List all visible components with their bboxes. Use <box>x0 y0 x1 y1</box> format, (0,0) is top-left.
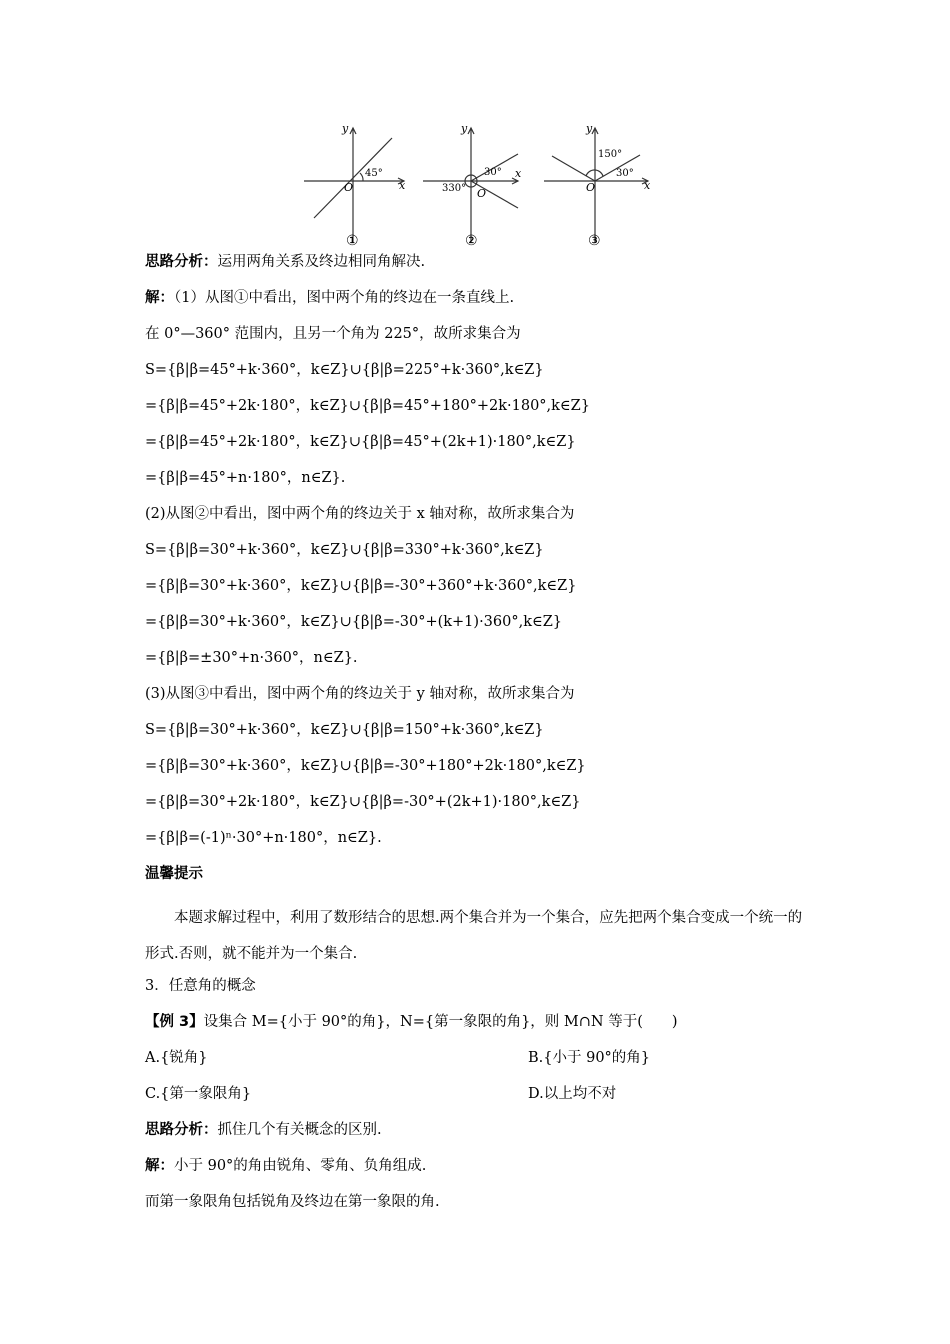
option-a: A.{锐角} <box>145 1050 208 1066</box>
solution-line-14: ={β|β=30°+k·360°，k∈Z}∪{β|β=-30°+180°+2k·180°,k∈Z} <box>145 758 586 774</box>
solution-line-3: S={β|β=45°+k·360°，k∈Z}∪{β|β=225°+k·360°,k∈Z} <box>145 362 544 378</box>
solution-line-10: ={β|β=30°+k·360°，k∈Z}∪{β|β=-30°+(k+1)·360°,k∈Z} <box>145 614 563 630</box>
fig2-y-label: y <box>461 122 468 135</box>
solution-line-16: ={β|β=(-1)ⁿ·30°+n·180°，n∈Z}. <box>145 830 382 846</box>
solution-2-label: 解： <box>145 1158 174 1174</box>
solution-line-4: ={β|β=45°+2k·180°，k∈Z}∪{β|β=45°+180°+2k·180°,k∈Z} <box>145 398 590 414</box>
solution-line-15: ={β|β=30°+2k·180°，k∈Z}∪{β|β=-30°+(2k+1)·180°,k∈Z} <box>145 794 581 810</box>
solution-line-5: ={β|β=45°+2k·180°，k∈Z}∪{β|β=45°+(2k+1)·180°,k∈Z} <box>145 434 576 450</box>
fig3-number: ③ <box>588 233 601 249</box>
example-3-text: 设集合 M={小于 90°的角}，N={第一象限的角}，则 M∩N 等于( ) <box>203 1014 678 1030</box>
analysis-2-label: 思路分析： <box>145 1122 218 1138</box>
solution-line-8: S={β|β=30°+k·360°，k∈Z}∪{β|β=330°+k·360°,k∈Z} <box>145 542 544 558</box>
solution-2-text-1: 小于 90°的角由锐角、零角、负角组成. <box>174 1158 427 1174</box>
analysis-1-text: 运用两角关系及终边相同角解决. <box>217 254 426 270</box>
fig2-angle-330-label: 330° <box>442 183 467 194</box>
figure-2 <box>423 128 518 243</box>
angle-figures <box>296 118 666 250</box>
fig3-x-label: x <box>644 179 651 192</box>
fig2-number: ② <box>465 233 478 249</box>
solution-2-line-1 <box>145 1156 426 1176</box>
fig1-number: ① <box>346 233 359 249</box>
fig2-origin-label: O <box>477 187 487 200</box>
fig1-angle-label: 45° <box>365 168 383 179</box>
example-3 <box>145 1012 678 1032</box>
solution-line-7: (2)从图②中看出，图中两个角的终边关于 x 轴对称，故所求集合为 <box>145 506 575 522</box>
tip-heading: 温馨提示 <box>145 866 203 882</box>
solution-line-9: ={β|β=30°+k·360°，k∈Z}∪{β|β=-30°+360°+k·360°,k∈Z} <box>145 578 577 594</box>
figure-3 <box>544 128 648 243</box>
fig3-y-label: y <box>586 122 593 135</box>
solution-line-11: ={β|β=±30°+n·360°，n∈Z}. <box>145 650 358 666</box>
analysis-1 <box>145 252 425 272</box>
solution-line-12: (3)从图③中看出，图中两个角的终边关于 y 轴对称，故所求集合为 <box>145 686 575 702</box>
solution-line-13: S={β|β=30°+k·360°，k∈Z}∪{β|β=150°+k·360°,k∈Z} <box>145 722 544 738</box>
fig3-origin-label: O <box>586 181 596 194</box>
tip-text: 本题求解过程中，利用了数形结合的思想.两个集合并为一个集合，应先把两个集合变成一个统一的形式.否则，就不能并为一个集合. <box>145 910 803 962</box>
fig2-x-label: x <box>515 167 522 180</box>
option-d: D.以上均不对 <box>528 1086 617 1102</box>
solution-text-1: （1）从图①中看出，图中两个角的终边在一条直线上. <box>174 290 515 306</box>
option-c: C.{第一象限角} <box>145 1086 252 1102</box>
option-b: B.{小于 90°的角} <box>528 1050 651 1066</box>
fig1-origin-label: O <box>344 181 354 194</box>
solution-line-1 <box>145 288 514 308</box>
fig3-angle-150-label: 150° <box>598 149 623 160</box>
figure-1 <box>304 128 404 243</box>
fig2-angle-30-label: 30° <box>484 167 502 178</box>
solution-line-2: 在 0°—360° 范围内，且另一个角为 225°，故所求集合为 <box>145 326 521 342</box>
analysis-2 <box>145 1120 382 1140</box>
example-3-label: 【例 3】 <box>145 1014 204 1030</box>
section-3-heading: 3．任意角的概念 <box>145 978 256 994</box>
analysis-1-label: 思路分析： <box>145 254 218 270</box>
fig3-angle-30-label: 30° <box>616 168 634 179</box>
fig1-y-label: y <box>342 122 349 135</box>
analysis-2-text: 抓住几个有关概念的区别. <box>217 1122 382 1138</box>
solution-line-6: ={β|β=45°+n·180°，n∈Z}. <box>145 470 346 486</box>
solution-2-line-2: 而第一象限角包括锐角及终边在第一象限的角. <box>145 1194 440 1210</box>
fig1-x-label: x <box>399 179 406 192</box>
solution-label: 解： <box>145 290 174 306</box>
